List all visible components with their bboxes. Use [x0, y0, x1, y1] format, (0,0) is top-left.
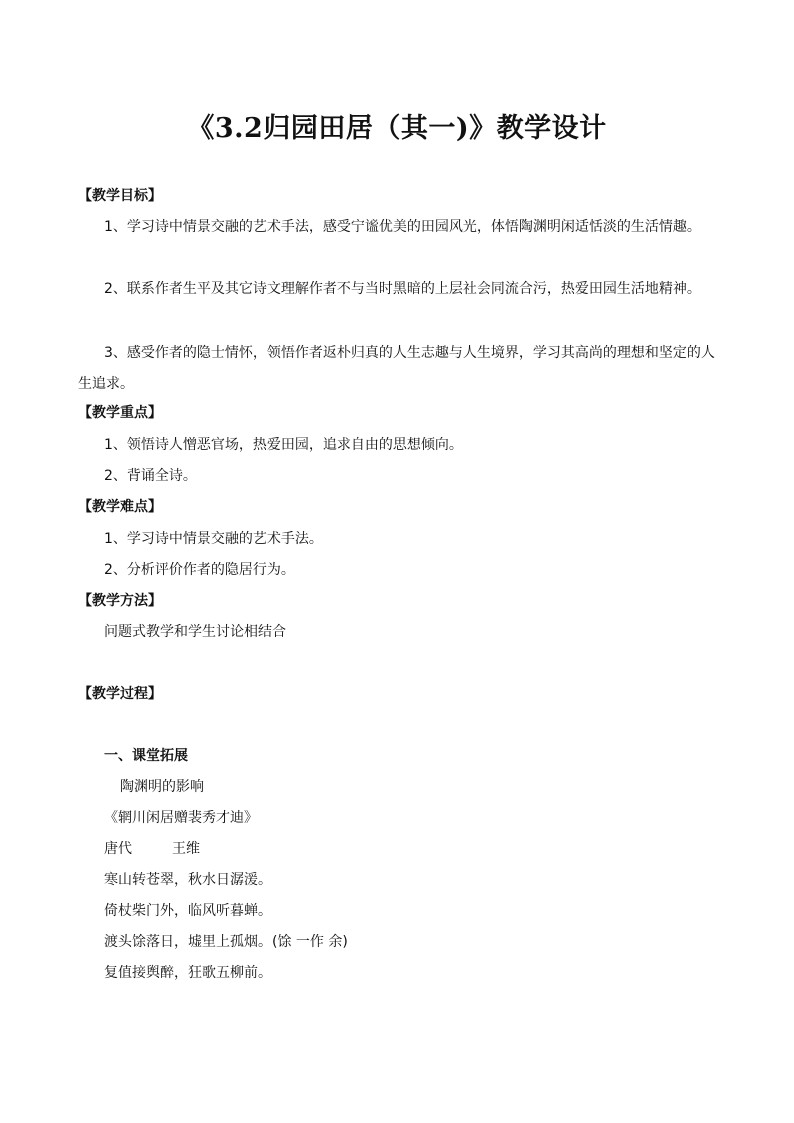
methods-text: 问题式教学和学生讨论相结合: [104, 624, 286, 640]
poem-author: 王维: [172, 841, 200, 857]
poem-line-3: 渡头馀落日，墟里上孤烟。(馀 一作 余): [104, 934, 348, 950]
poem-line-1: 寒山转苍翠，秋水日潺湲。: [104, 872, 272, 888]
poem-title: 《辋川闲居赠裴秀才迪》: [104, 810, 258, 826]
poem-line-4: 复值接舆醉，狂歌五柳前。: [104, 965, 272, 981]
key-point-item-2: 2、背诵全诗。: [104, 468, 197, 484]
objective-item-2: 2、联系作者生平及其它诗文理解作者不与当时黑暗的上层社会同流合污，热爱田园生活地精神。: [104, 281, 701, 297]
section-heading-methods: 【教学方法】: [78, 593, 162, 609]
poem-line-2: 倚杖柴门外，临风听暮蝉。: [104, 903, 272, 919]
objective-item-3: 3、感受作者的隐士情怀，领悟作者返朴归真的人生志趣与人生境界，学习其高尚的理想和坚定的人生追求。: [78, 345, 715, 392]
difficulty-item-2: 2、分析评价作者的隐居行为。: [104, 562, 295, 578]
section-heading-objectives: 【教学目标】: [78, 188, 162, 204]
section-heading-key-points: 【教学重点】: [78, 405, 162, 421]
influence-label: 陶渊明的影响: [120, 779, 204, 795]
section-heading-difficulties: 【教学难点】: [78, 499, 162, 515]
process-part1-heading: 一、课堂拓展: [104, 748, 188, 764]
objective-item-1: 1、学习诗中情景交融的艺术手法，感受宁谧优美的田园风光，体悟陶渊明闲适恬淡的生活情趣。: [104, 219, 701, 235]
difficulty-item-1: 1、学习诗中情景交融的艺术手法。: [104, 531, 323, 547]
key-point-item-1: 1、领悟诗人憎恶官场，热爱田园，追求自由的思想倾向。: [104, 437, 463, 453]
poem-dynasty: 唐代: [104, 841, 132, 857]
section-heading-process: 【教学过程】: [78, 686, 162, 702]
document-title: 《3.2归园田居（其一)》教学设计: [187, 113, 607, 144]
